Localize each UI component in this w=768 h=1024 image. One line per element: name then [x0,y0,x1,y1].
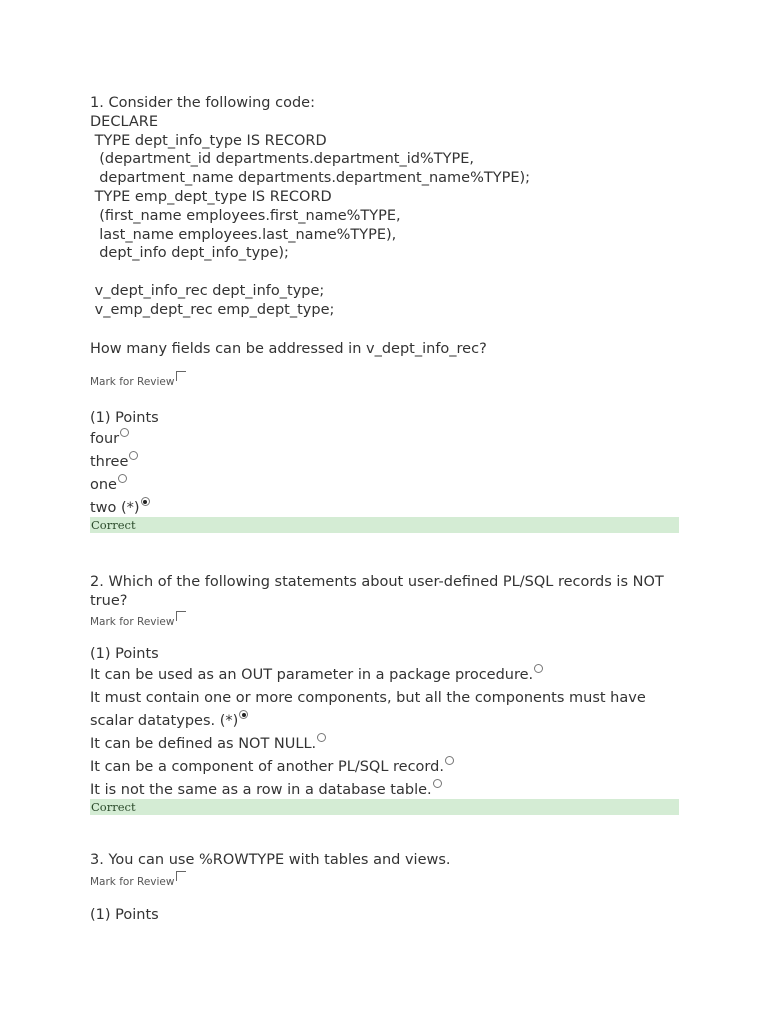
question-3 [90,851,680,925]
answer-option[interactable] [90,664,680,687]
mark-for-review-checkbox[interactable] [176,371,186,381]
answer-options [90,428,680,520]
mark-for-review-label: Mark for Review [90,616,175,628]
code-line: 1. Consider the following code: [90,95,315,111]
code-line: dept_info dept_info_type); [90,245,289,262]
answer-option[interactable] [90,428,680,451]
feedback-correct-banner: Correct [90,799,679,815]
code-line [90,320,680,339]
answer-option[interactable] [90,733,680,756]
mark-for-review-checkbox[interactable] [176,611,186,621]
radio-button[interactable] [433,779,442,788]
code-line: v_dept_info_rec dept_info_type; [90,282,325,299]
mark-for-review-checkbox[interactable] [176,871,186,881]
answer-option[interactable] [90,756,680,779]
code-line [90,263,680,282]
answer-option-label: three [90,454,129,471]
question-2 [90,573,680,815]
code-line: (first_name employees.first_name%TYPE, [90,207,401,224]
question-1-text [90,94,680,359]
radio-button[interactable] [118,474,127,483]
answer-option-label: It can be used as an OUT parameter in a package procedure. [90,667,534,683]
mark-for-review-label: Mark for Review [90,875,175,888]
code-line: TYPE dept_info_type IS RECORD [90,132,327,149]
radio-button-selected[interactable] [141,497,150,506]
code-line: DECLARE [90,113,159,130]
question-1 [90,94,680,533]
radio-button[interactable] [120,428,129,437]
code-line: last_name employees.last_name%TYPE), [90,226,397,243]
answer-option[interactable] [90,474,680,497]
answer-option-label: four [90,431,120,448]
code-line: TYPE emp_dept_type IS RECORD [90,188,332,205]
code-line: (department_id departments.department_id%TYPE, [90,151,474,168]
answer-option-label: two (*) [90,500,140,517]
code-line: department_name departments.department_name%TYPE); [90,170,531,187]
answer-option-label: It can be a component of another PL/SQL record. [90,759,444,775]
answer-option-label: one [90,477,117,494]
mark-for-review [90,875,680,889]
answer-option-label: It can be defined as NOT NULL. [90,736,317,752]
question-2-text: 2. Which of the following statements about user-defined PL/SQL records is NOT true? [90,574,664,609]
answer-option-selected[interactable] [90,687,680,733]
answer-options [90,664,680,802]
answer-option-label: It is not the same as a row in a database table. [90,782,432,798]
radio-button[interactable] [129,451,138,460]
mark-for-review-label: Mark for Review [90,376,175,389]
radio-button[interactable] [445,756,454,765]
radio-button[interactable] [534,664,543,673]
code-line: v_emp_dept_rec emp_dept_type; [90,301,335,318]
answer-option-label: It must contain one or more components, but all the components must have scalar datatypes. (*) [90,690,646,729]
feedback-correct-banner: Correct [90,517,679,533]
points-label: (1) Points [90,646,159,662]
answer-option[interactable] [90,451,680,474]
mark-for-review [90,375,680,389]
question-3-text: 3. You can use %ROWTYPE with tables and views. [90,852,451,868]
question-prompt: How many fields can be addressed in v_dept_info_rec? [90,341,487,358]
points-label: (1) Points [90,906,159,923]
mark-for-review [90,615,680,629]
points-label: (1) Points [90,410,159,427]
radio-button-selected[interactable] [239,710,248,719]
radio-button[interactable] [317,733,326,742]
